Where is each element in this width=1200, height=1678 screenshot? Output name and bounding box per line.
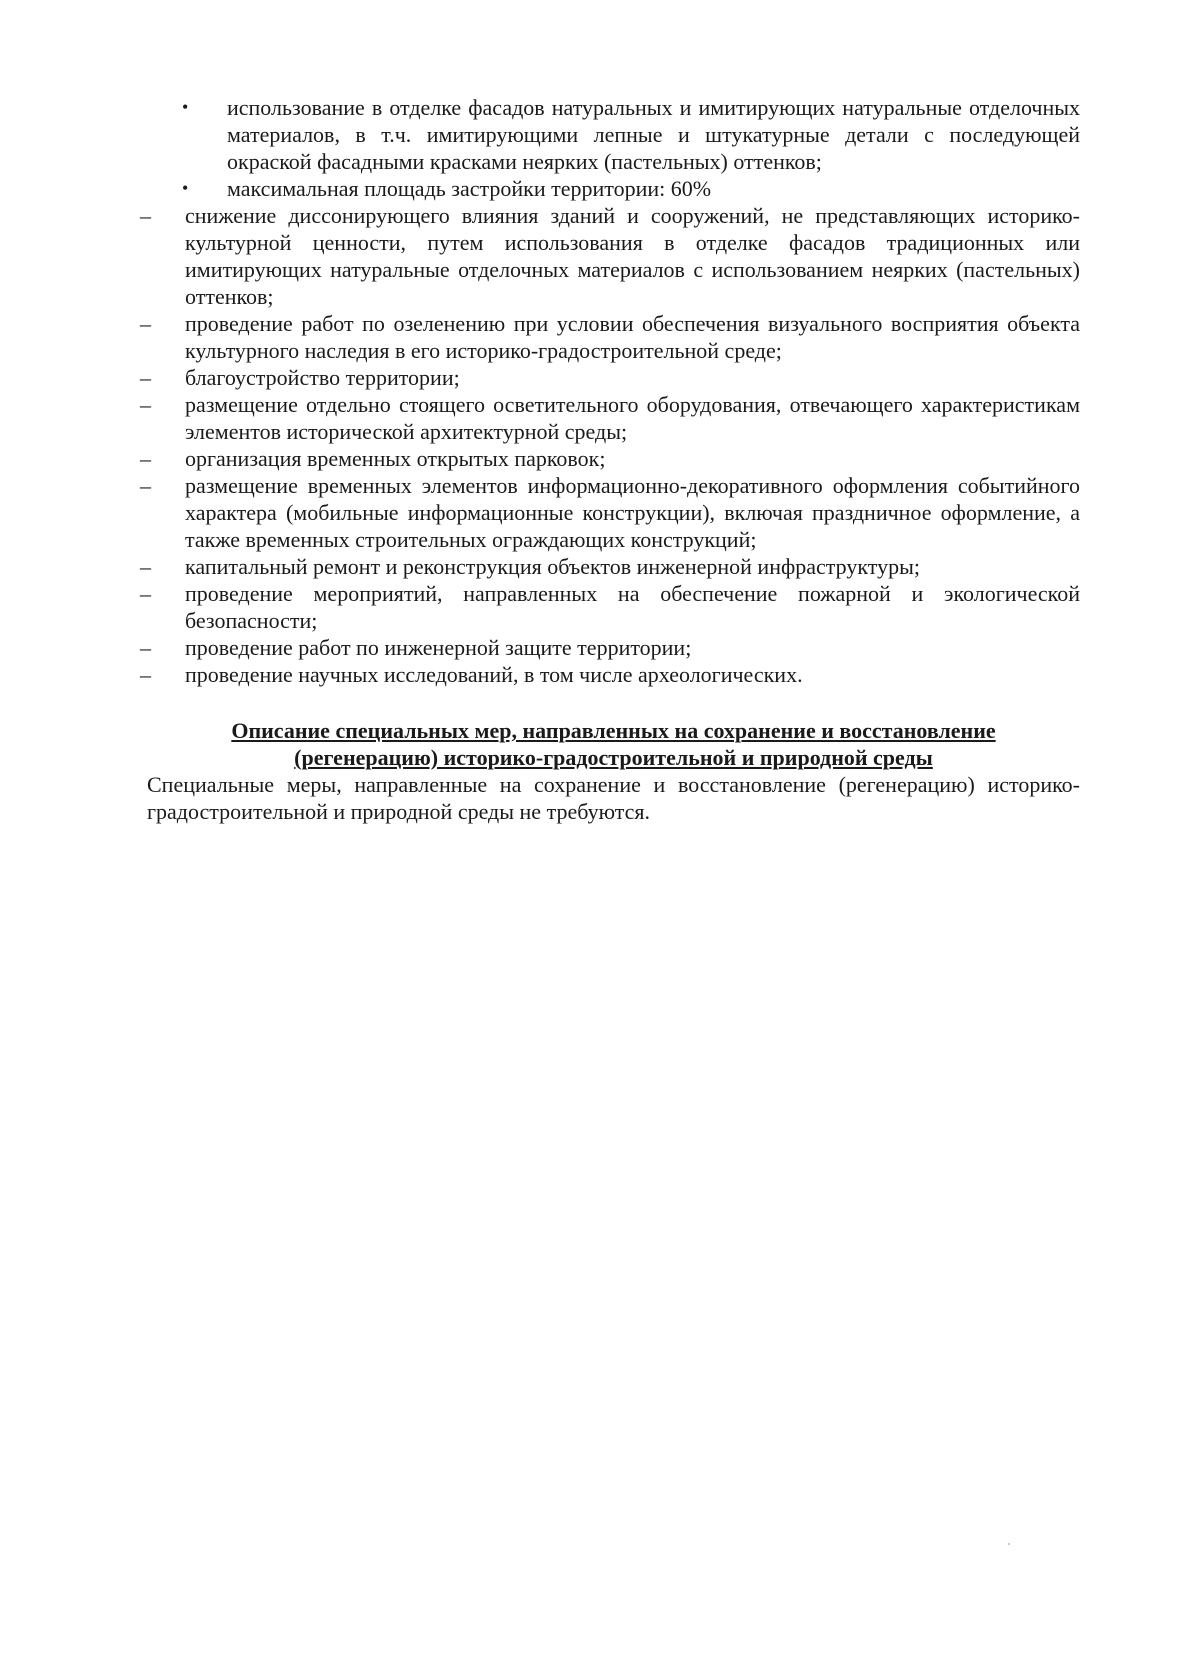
dash-marker-icon: – <box>140 203 151 228</box>
bullet-text: использование в отделке фасадов натуральных и имитирующих натуральные отделочных материалов, в т.ч. имитирующими лепные и штукатурные детали с последующей окраской фасадными красками неярких (пастельных) оттенков; <box>227 95 1080 174</box>
dash-marker-icon: – <box>140 554 151 579</box>
dash-text: размещение временных элементов информационно-декоративного оформления событийного характера (мобильные информационные конструкции), включая праздничное оформление, а также временных строительных ограждающих конструкций; <box>185 473 1080 552</box>
bullet-item <box>147 94 1080 175</box>
dash-text: организация временных открытых парковок; <box>185 446 606 471</box>
dash-item <box>140 391 1080 445</box>
dash-item <box>140 553 1080 580</box>
dash-list <box>140 202 1080 688</box>
dash-item <box>140 634 1080 661</box>
dash-text: благоустройство территории; <box>185 365 460 390</box>
bullet-text: максимальная площадь застройки территории: 60% <box>227 176 712 201</box>
bullet-marker-icon: • <box>182 97 189 117</box>
dash-marker-icon: – <box>140 662 151 687</box>
dash-marker-icon: – <box>140 635 151 660</box>
dash-text: проведение работ по инженерной защите территории; <box>185 635 692 660</box>
dash-text: размещение отдельно стоящего осветительного оборудования, отвечающего характеристикам элементов исторической архитектурной среды; <box>185 392 1080 444</box>
bullet-marker-icon: • <box>182 178 189 198</box>
dash-item <box>140 472 1080 553</box>
section-heading: Описание специальных мер, направленных на сохранение и восстановление (регенерацию) историко-градостроительной и природной среды <box>231 718 996 770</box>
dash-marker-icon: – <box>140 392 151 417</box>
dash-item <box>140 580 1080 634</box>
dash-item <box>140 364 1080 391</box>
dash-item <box>140 310 1080 364</box>
dash-marker-icon: – <box>140 581 151 606</box>
dash-item <box>140 202 1080 310</box>
section-paragraph: Специальные меры, направленные на сохранение и восстановление (регенерацию) историко-градостроительной и природной среды не требуются. <box>147 772 1080 824</box>
dash-marker-icon: – <box>140 446 151 471</box>
bullet-item <box>147 175 1080 202</box>
document-body <box>140 94 1080 825</box>
dash-item <box>140 661 1080 688</box>
bullet-list <box>147 94 1080 202</box>
dash-marker-icon: – <box>140 473 151 498</box>
dash-marker-icon: – <box>140 311 151 336</box>
dash-text: проведение научных исследований, в том числе археологических. <box>185 662 803 687</box>
dash-item <box>140 445 1080 472</box>
dash-text: капитальный ремонт и реконструкция объектов инженерной инфраструктуры; <box>185 554 920 579</box>
dash-text: снижение диссонирующего влияния зданий и сооружений, не представляющих историко-культурной ценности, путем использования в отделке фасадов традиционных или имитирующих натуральные отделочных материалов с использованием неярких (пастельных) оттенков; <box>185 203 1080 309</box>
dash-text: проведение работ по озеленению при условии обеспечения визуального восприятия объекта культурного наследия в его историко-градостроительной среде; <box>185 311 1080 363</box>
dash-marker-icon: – <box>140 365 151 390</box>
scan-artifact <box>1008 1543 1010 1545</box>
dash-text: проведение мероприятий, направленных на обеспечение пожарной и экологической безопасности; <box>185 581 1080 633</box>
